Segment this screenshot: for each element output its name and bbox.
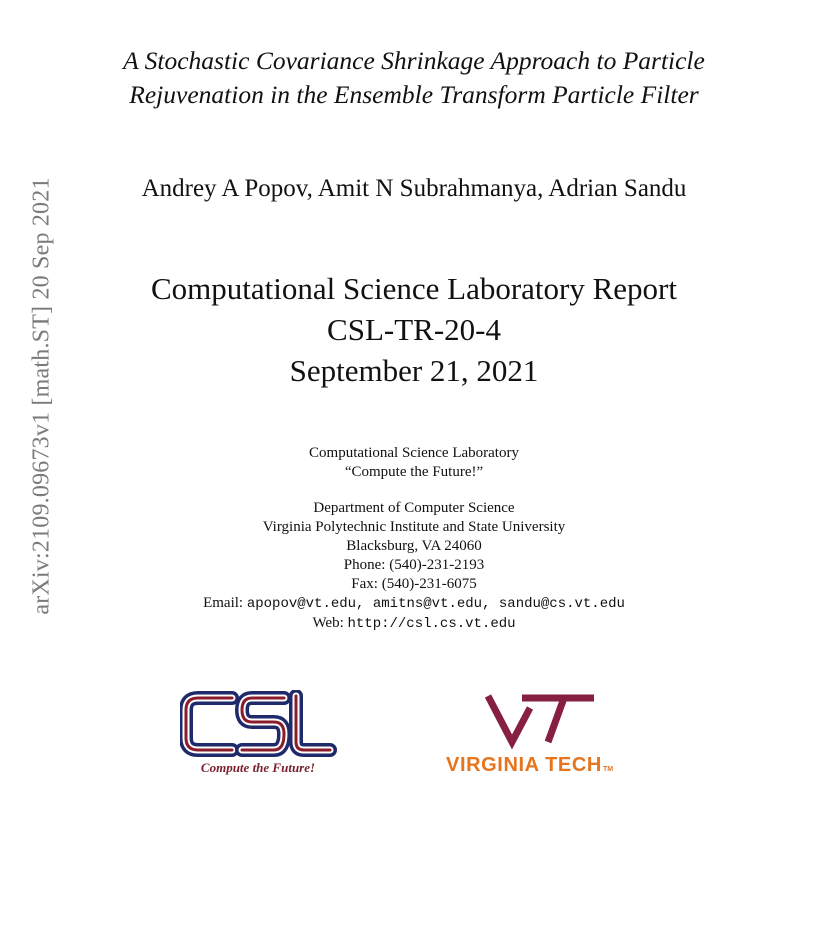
author-list: Andrey A Popov, Amit N Subrahmanya, Adrian Sandu (141, 175, 687, 202)
arxiv-identifier-stamp[interactable]: arXiv:2109.09673v1 [math.ST] 20 Sep 2021 (28, 177, 55, 615)
phone: Phone: (540)-231-2193 (343, 557, 485, 573)
email-label: Email: (203, 595, 244, 611)
web-link[interactable]: http://csl.cs.vt.edu (347, 616, 516, 632)
lab-name: Computational Science Laboratory (309, 445, 519, 461)
email-line (60, 594, 768, 614)
paper-title (60, 44, 768, 112)
address: Blacksburg, VA 24060 (346, 538, 482, 554)
department-name: Department of Computer Science (313, 500, 515, 516)
vt-trademark: TM (602, 766, 614, 773)
lab-info (60, 444, 768, 482)
email-addresses[interactable]: apopov@vt.edu, amitns@vt.edu, sandu@cs.vt.edu (246, 596, 625, 612)
institution-name: Virginia Polytechnic Institute and State University (262, 519, 566, 535)
virginia-tech-wordmark (446, 754, 646, 777)
paper-title-line-2: Rejuvenation in the Ensemble Transform Particle Filter (129, 80, 699, 109)
virginia-tech-logo (482, 690, 602, 750)
vt-wordmark-text: VIRGINIA TECH (446, 754, 602, 776)
report-name: Computational Science Laboratory Report (151, 271, 677, 306)
web-label: Web: (312, 615, 344, 631)
paper-title-line-1: A Stochastic Covariance Shrinkage Approach to Particle (123, 46, 705, 75)
lab-motto: “Compute the Future!” (344, 464, 484, 480)
report-number: CSL-TR-20-4 (327, 312, 501, 347)
csl-logo-tagline: Compute the Future! (200, 760, 316, 775)
department-contact (60, 499, 768, 634)
report-heading (60, 268, 768, 391)
web-line (60, 614, 768, 634)
report-date: September 21, 2021 (289, 353, 539, 388)
fax: Fax: (540)-231-6075 (351, 576, 477, 592)
